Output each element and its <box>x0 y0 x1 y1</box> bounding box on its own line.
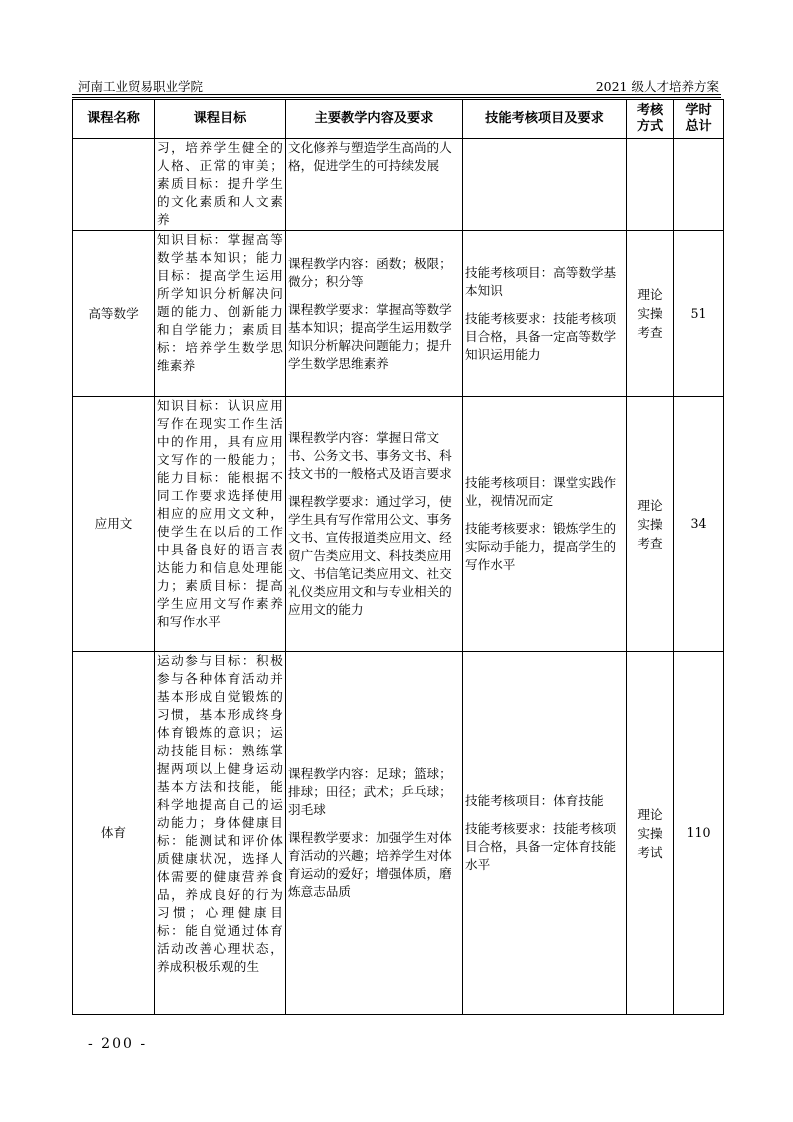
assessment-method: 理论实操考查 <box>627 397 674 652</box>
assessment-method: 理论实操考查 <box>627 231 674 397</box>
course-goal: 知识目标：认识应用写作在现实工作生活中的作用，具有应用文写作的一般能力；能力目标：能根据不同工作要求选择使用相应的应用文文种，使学生在以后的工作中具备良好的语言表达能力和信息处理能力；素质目标：提高学生应用文写作素养和写作水平 <box>155 397 286 652</box>
page-number: - 200 - <box>88 1036 148 1052</box>
content-block: 课程教学要求：通过学习，使学生具有写作常用公文、事务文书、宣传报道类应用文、经贸广告类应用文、科技类应用文、书信笔记类应用文、社交礼仪类应用文和与专业相关的应用文的能力 <box>288 494 452 617</box>
course-goal: 习，培养学生健全的人格、正常的审美；素质目标：提升学生的文化素质和人文素养 <box>155 139 286 231</box>
header-doc-title: 2021 级人才培养方案 <box>595 79 719 94</box>
header-skill-assessment: 技能考核项目及要求 <box>463 100 627 139</box>
total-hours: 34 <box>674 397 724 652</box>
table-header-row <box>73 100 724 139</box>
page-header <box>72 77 721 95</box>
skill-assessment <box>463 139 627 231</box>
header-course-goal: 课程目标 <box>155 100 286 139</box>
header-total-hours: 学时总计 <box>674 100 724 139</box>
total-hours: 51 <box>674 231 724 397</box>
header-rule-thick <box>72 97 721 98</box>
content-block: 课程教学内容：足球；篮球；排球；田径；武术；乒乓球；羽毛球 <box>288 766 452 817</box>
content-block: 课程教学内容：掌握日常文书、公务文书、事务文书、科技文书的一般格式及语言要求 <box>288 430 452 481</box>
course-name: 高等数学 <box>73 231 155 397</box>
skill-block: 技能考核要求：技能考核项目合格，具备一定高等数学知识运用能力 <box>465 310 617 362</box>
teaching-content <box>286 231 463 397</box>
skill-assessment <box>463 231 627 397</box>
assessment-method <box>627 139 674 231</box>
skill-block: 技能考核要求：技能考核项目合格，具备一定体育技能水平 <box>465 821 617 872</box>
total-hours <box>674 139 724 231</box>
content-block: 课程教学要求：加强学生对体育活动的兴趣；培养学生对体育运动的爱好；增强体质，磨炼意志品质 <box>288 830 452 899</box>
teaching-content <box>286 652 463 1015</box>
teaching-content <box>286 139 463 231</box>
header-school: 河南工业贸易职业学院 <box>78 79 204 94</box>
skill-assessment <box>463 652 627 1015</box>
table-row <box>73 652 724 1015</box>
skill-block: 技能考核项目：课堂实践作业，视情况而定 <box>465 475 617 508</box>
content-block: 文化修养与塑造学生高尚的人格，促进学生的可持续发展 <box>288 140 452 173</box>
table-row <box>73 139 724 231</box>
table-row <box>73 397 724 652</box>
course-name <box>73 139 155 231</box>
skill-block: 技能考核项目：高等数学基本知识 <box>465 264 617 298</box>
skill-block: 技能考核要求：锻炼学生的实际动手能力，提高学生的写作水平 <box>465 521 617 572</box>
skill-block: 技能考核项目：体育技能 <box>465 793 604 808</box>
assessment-method: 理论实操考试 <box>627 652 674 1015</box>
teaching-content <box>286 397 463 652</box>
course-goal: 运动参与目标：积极参与各种体育活动并基本形成自觉锻炼的习惯，基本形成终身体育锻炼的意识；运动技能目标：熟练掌握两项以上健身运动基本方法和技能，能科学地提高自己的运动能力；身体健康目标：能测试和评价体质健康状况，选择人体需要的健康营养食品，养成良好的行为习惯；心理健康目标：能自觉通过体育活动改善心理状态，养成积极乐观的生 <box>155 652 286 1015</box>
content-block: 课程教学要求：掌握高等数学基本知识；提高学生运用数学知识分析解决问题能力；提升学生数学思维素养 <box>288 301 452 371</box>
table-row <box>73 231 724 397</box>
header-assessment-method: 考核方式 <box>627 100 674 139</box>
header-course-name: 课程名称 <box>73 100 155 139</box>
skill-assessment <box>463 397 627 652</box>
total-hours: 110 <box>674 652 724 1015</box>
header-teaching-content: 主要教学内容及要求 <box>286 100 463 139</box>
content-block: 课程教学内容：函数；极限；微分；积分等 <box>288 255 452 289</box>
course-table <box>72 99 724 1015</box>
course-name: 应用文 <box>73 397 155 652</box>
course-name: 体育 <box>73 652 155 1015</box>
course-goal: 知识目标：掌握高等数学基本知识；能力目标：提高学生运用所学知识分析解决问题的能力、创新能力和自学能力；素质目标：培养学生数学思维素养 <box>155 231 286 397</box>
header-rule <box>72 94 721 95</box>
